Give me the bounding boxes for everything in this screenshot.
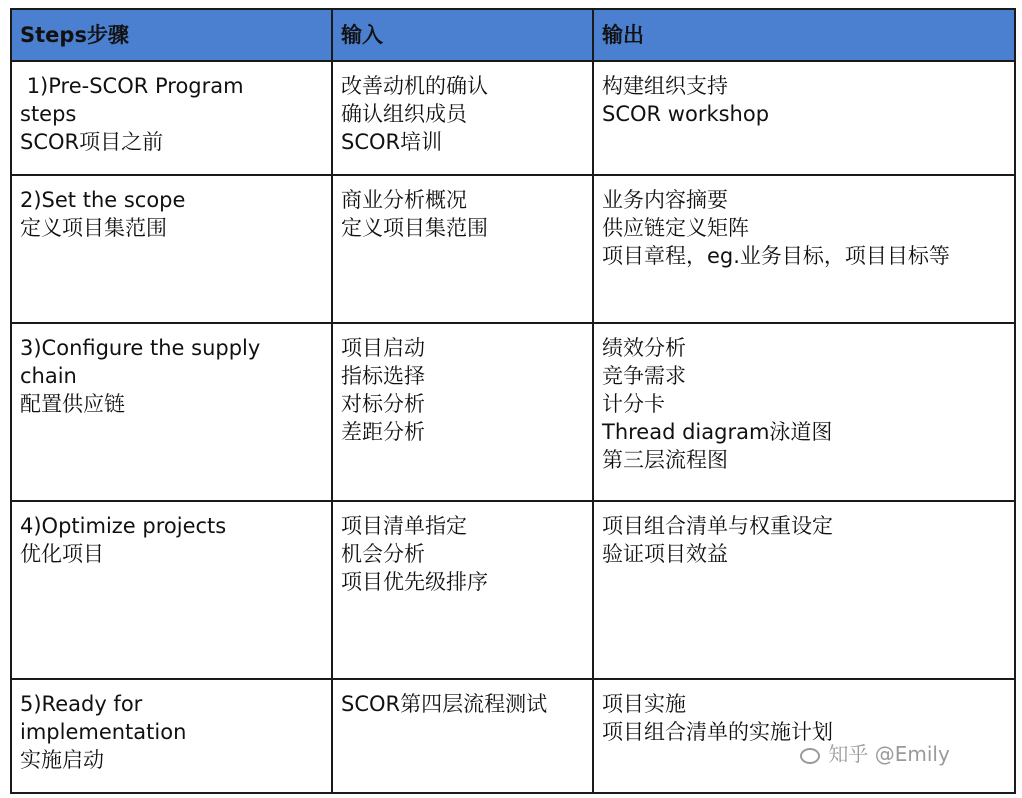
cell-line: SCOR项目之前 <box>20 130 164 154</box>
cell-line: 定义项目集范围 <box>20 216 167 240</box>
cell-line: 2)Set the scope <box>20 188 186 212</box>
cell-line: 5)Ready for <box>20 692 143 716</box>
input-cell <box>332 501 593 679</box>
watermark-text: 知乎 @Emily <box>828 742 950 766</box>
output-cell <box>593 175 1015 323</box>
watermark <box>800 738 950 767</box>
table-row <box>11 679 1015 793</box>
cell-line: 竞争需求 <box>602 364 686 388</box>
steps-cell <box>11 679 332 793</box>
output-cell <box>593 61 1015 175</box>
cell-line: 4)Optimize projects <box>20 514 227 538</box>
cell-line: 项目实施 <box>602 692 686 716</box>
cell-line: 供应链定义矩阵 <box>602 216 749 240</box>
steps-cell <box>11 175 332 323</box>
cell-line: 商业分析概况 <box>341 188 467 212</box>
steps-cell <box>11 61 332 175</box>
cell-line: 业务内容摘要 <box>602 188 728 212</box>
input-cell <box>332 175 593 323</box>
header-input: 输入 <box>332 9 593 61</box>
table-row <box>11 501 1015 679</box>
cell-line: 项目组合清单与权重设定 <box>602 514 833 538</box>
header-output: 输出 <box>593 9 1015 61</box>
cell-line: 确认组织成员 <box>341 102 467 126</box>
cell-line: 改善动机的确认 <box>341 74 488 98</box>
output-cell <box>593 323 1015 501</box>
scor-steps-table <box>10 8 1016 794</box>
input-cell <box>332 323 593 501</box>
input-cell <box>332 61 593 175</box>
cell-line: 验证项目效益 <box>602 542 728 566</box>
header-row <box>11 9 1015 61</box>
cell-line: chain <box>20 364 77 388</box>
cell-line: 实施启动 <box>20 748 104 772</box>
cell-line: 计分卡 <box>602 392 665 416</box>
cell-line: 项目组合清单的实施计划 <box>602 720 833 744</box>
cell-line: 项目优先级排序 <box>341 570 488 594</box>
cell-line: 绩效分析 <box>602 336 686 360</box>
cell-line: implementation <box>20 720 187 744</box>
table-row <box>11 323 1015 501</box>
cell-line: 构建组织支持 <box>602 74 728 98</box>
output-cell <box>593 501 1015 679</box>
cell-line: SCOR workshop <box>602 102 770 126</box>
steps-cell <box>11 323 332 501</box>
table-row <box>11 61 1015 175</box>
input-cell <box>332 679 593 793</box>
cell-line: steps <box>20 102 77 126</box>
steps-cell <box>11 501 332 679</box>
cell-line: 项目章程，eg.业务目标，项目目标等 <box>602 244 950 268</box>
cell-line: 第三层流程图 <box>602 448 728 472</box>
cell-line: 对标分析 <box>341 392 425 416</box>
header-steps: Steps步骤 <box>11 9 332 61</box>
cell-line: 项目启动 <box>341 336 425 360</box>
cell-line: 定义项目集范围 <box>341 216 488 240</box>
cell-line: 3)Configure the supply <box>20 336 261 360</box>
cell-line: Thread diagram泳道图 <box>602 420 833 444</box>
cell-line: 差距分析 <box>341 420 425 444</box>
output-cell <box>593 679 1015 793</box>
cell-line: 指标选择 <box>341 364 425 388</box>
cell-line: SCOR第四层流程测试 <box>341 692 548 716</box>
cell-line: 机会分析 <box>341 542 425 566</box>
wechat-icon <box>800 748 820 764</box>
table-row <box>11 175 1015 323</box>
cell-line: SCOR培训 <box>341 130 443 154</box>
cell-line: 项目清单指定 <box>341 514 467 538</box>
cell-line: 优化项目 <box>20 542 104 566</box>
cell-line: 配置供应链 <box>20 392 125 416</box>
cell-line: 1)Pre-SCOR Program <box>20 74 244 98</box>
